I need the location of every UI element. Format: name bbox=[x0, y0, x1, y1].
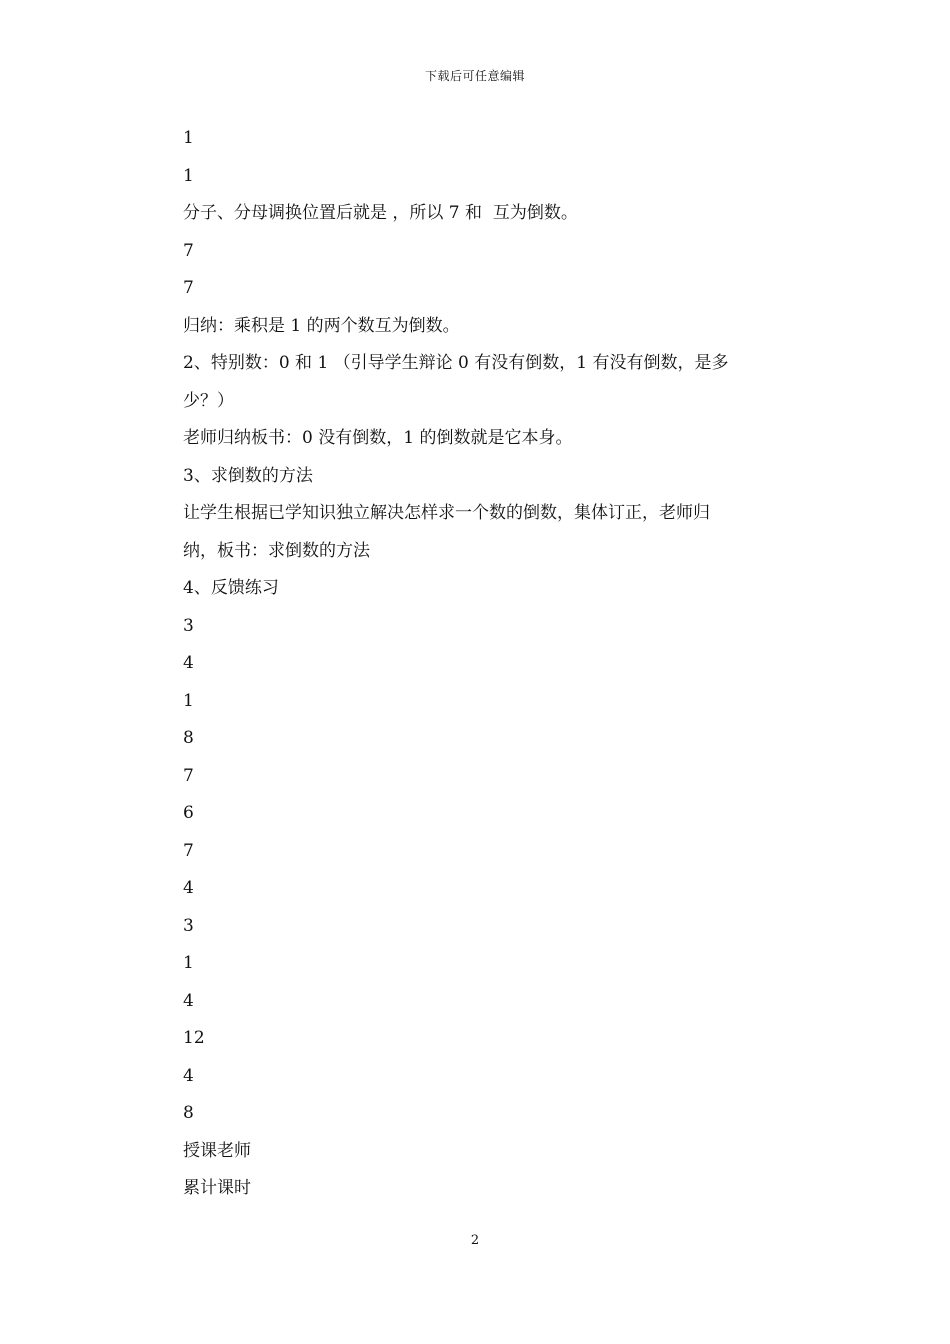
text-line: 分子、分母调换位置后就是 ，所以 7 和 互为倒数。 bbox=[183, 203, 578, 223]
text-line: 1 bbox=[183, 690, 194, 711]
text-line: 7 bbox=[183, 240, 194, 261]
text-line: 7 bbox=[183, 278, 194, 298]
text-line: 4、反馈练习 bbox=[183, 578, 279, 598]
text-line: 归纳：乘积是 1 的两个数互为倒数。 bbox=[183, 315, 460, 336]
text-line: 4 bbox=[183, 878, 194, 898]
text-line: 7 bbox=[183, 765, 194, 786]
page-number: 2 bbox=[470, 1233, 480, 1248]
text-line: 6 bbox=[183, 803, 194, 823]
text-line: 3 bbox=[183, 615, 194, 636]
text-line: 授课老师 bbox=[183, 1140, 251, 1161]
text-line: 3、求倒数的方法 bbox=[183, 465, 313, 486]
text-line: 让学生根据已学知识独立解决怎样求一个数的倒数，集体订正，老师归 bbox=[183, 503, 710, 523]
text-line: 纳，板书：求倒数的方法 bbox=[183, 540, 370, 561]
text-line: 1 bbox=[183, 953, 194, 973]
document-body bbox=[183, 124, 803, 1212]
text-line: 12 bbox=[183, 1028, 205, 1048]
text-line: 累计课时 bbox=[183, 1178, 251, 1198]
text-line: 4 bbox=[183, 990, 194, 1011]
text-line: 3 bbox=[183, 915, 194, 936]
text-line: 1 bbox=[183, 165, 194, 186]
text-line: 4 bbox=[183, 653, 194, 673]
text-line: 老师归纳板书：0 没有倒数，1 的倒数就是它本身。 bbox=[183, 428, 573, 448]
text-line: 7 bbox=[183, 840, 194, 861]
text-line: 8 bbox=[183, 728, 194, 748]
text-line: 1 bbox=[183, 128, 194, 148]
text-line: 2、特别数：0 和 1 （引导学生辩论 0 有没有倒数，1 有没有倒数，是多 bbox=[183, 353, 729, 373]
text-line: 8 bbox=[183, 1103, 194, 1123]
text-line: 少？） bbox=[183, 390, 234, 411]
text-line: 4 bbox=[183, 1065, 194, 1086]
page-header: 下载后可任意编辑 bbox=[424, 69, 525, 83]
